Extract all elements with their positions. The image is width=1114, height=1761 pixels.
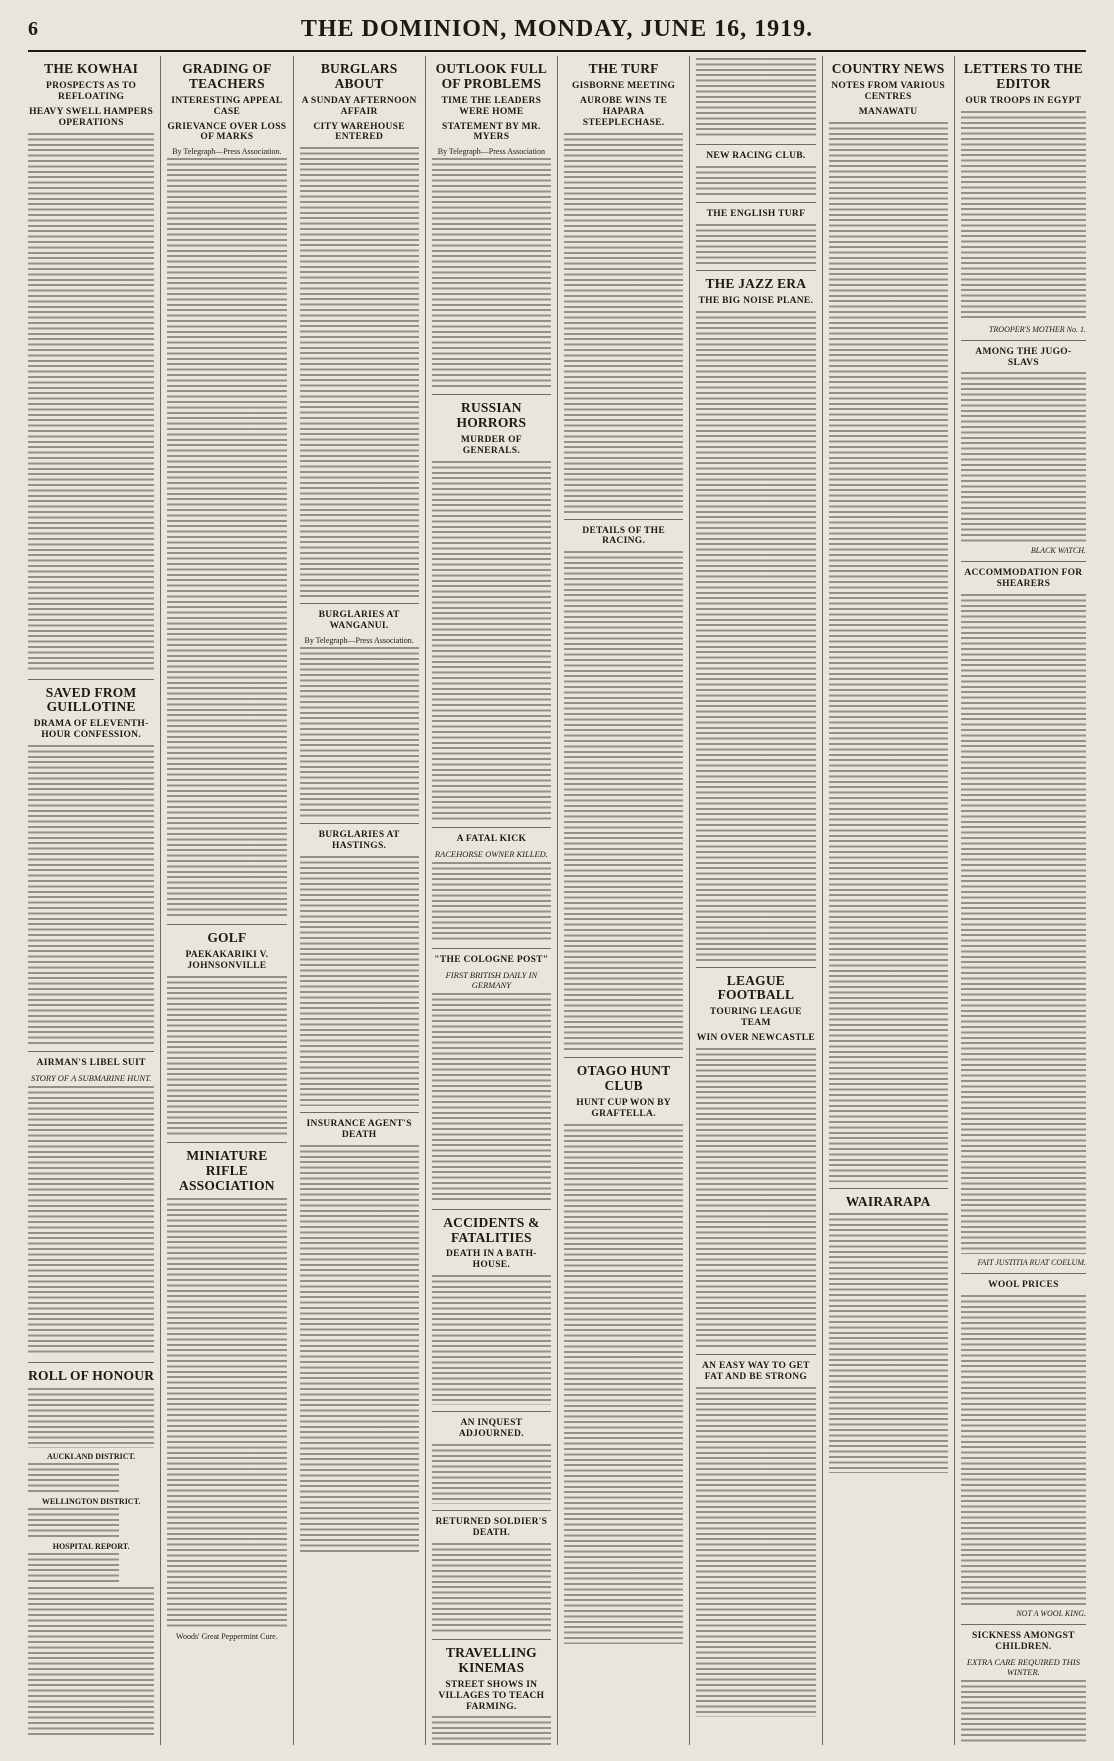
page-number: 6 <box>28 18 38 40</box>
divider <box>300 1112 419 1113</box>
body-text <box>432 1275 551 1405</box>
divider <box>564 1057 683 1058</box>
subheadline-secondary: MANAWATU <box>858 106 918 117</box>
column-5 <box>557 56 689 1745</box>
body-text <box>28 1587 154 1737</box>
divider <box>432 948 551 949</box>
subheadline: "THE COLOGNE POST" <box>434 954 549 965</box>
body-text <box>432 993 551 1203</box>
column-4 <box>425 56 557 1745</box>
subheadline: PROSPECTS AS TO REFLOATING <box>46 80 137 102</box>
article <box>300 62 419 597</box>
body-text <box>696 224 815 264</box>
headline: GRADING OF TEACHERS <box>182 61 272 91</box>
subheadline: THE ENGLISH TURF <box>706 208 806 219</box>
headline: OUTLOOK FULL OF PROBLEMS <box>435 61 548 91</box>
divider <box>432 394 551 395</box>
masthead <box>28 14 1086 52</box>
article <box>28 1051 154 1356</box>
divider <box>432 827 551 828</box>
body-text <box>432 1716 551 1745</box>
subheadline-secondary: GRIEVANCE OVER LOSS OF MARKS <box>167 121 287 143</box>
byline: By Telegraph—Press Association <box>437 147 546 157</box>
signature: NOT A WOOL KING. <box>1016 1609 1086 1619</box>
article <box>432 1510 551 1633</box>
subheadline: SICKNESS AMONGST CHILDREN. <box>972 1631 1075 1653</box>
subheadline: TOURING LEAGUE TEAM <box>709 1007 802 1029</box>
deck: FIRST BRITISH DAILY IN GERMANY <box>445 969 538 990</box>
article <box>300 603 419 817</box>
body-text <box>696 311 815 961</box>
article <box>696 144 815 196</box>
subheadline: INSURANCE AGENT'S DEATH <box>306 1119 412 1140</box>
subheadline-secondary: STATEMENT BY MR. MYERS <box>442 121 541 143</box>
body-text <box>28 1086 154 1356</box>
body-text <box>432 1444 551 1504</box>
advertisement-line: Woods' Great Peppermint Cure. <box>176 1631 278 1641</box>
body-text <box>28 1553 119 1583</box>
headline: WAIRARAPA <box>845 1193 931 1209</box>
headline: GOLF <box>207 930 247 946</box>
headline: SAVED FROM GUILLOTINE <box>45 684 137 715</box>
divider <box>300 823 419 824</box>
article <box>432 948 551 1203</box>
subheadline: GISBORNE MEETING <box>571 80 676 91</box>
headline: THE TURF <box>588 61 659 76</box>
body-text <box>28 1388 154 1448</box>
divider <box>961 561 1086 562</box>
subheadline: INTERESTING APPEAL CASE <box>171 95 283 117</box>
newspaper-title: THE DOMINION, MONDAY, JUNE 16, 1919. <box>300 16 814 42</box>
divider <box>28 1362 154 1363</box>
divider <box>696 270 815 271</box>
article <box>961 340 1086 556</box>
body-text <box>28 745 154 1045</box>
headline: THE JAZZ ERA <box>705 275 807 291</box>
signature: TROOPER'S MOTHER No. 1. <box>988 324 1086 334</box>
article <box>696 967 815 1348</box>
article <box>28 1362 154 1737</box>
divider <box>167 1142 286 1143</box>
headline: LEAGUE FOOTBALL <box>717 972 795 1003</box>
subheadline: A SUNDAY AFTERNOON AFFAIR <box>301 95 417 117</box>
section-label: WELLINGTON DISTRICT. <box>41 1496 141 1506</box>
article <box>432 827 551 942</box>
divider <box>167 924 286 925</box>
subheadline-secondary: CITY WAREHOUSE ENTERED <box>313 121 405 143</box>
body-text <box>961 111 1086 321</box>
body-text <box>300 1145 419 1555</box>
body-text <box>961 1680 1086 1745</box>
divider <box>28 679 154 680</box>
body-text <box>300 147 419 597</box>
article <box>432 62 551 388</box>
body-text <box>167 158 286 918</box>
signature: FAIT JUSTITIA RUAT COELUM. <box>977 1258 1086 1268</box>
divider <box>961 1624 1086 1625</box>
divider <box>696 144 815 145</box>
headline: OTAGO HUNT CLUB <box>576 1063 671 1094</box>
divider <box>696 967 815 968</box>
body-text <box>432 862 551 942</box>
article <box>432 1209 551 1406</box>
headline: TRAVELLING KINEMAS <box>445 1644 537 1675</box>
article <box>300 1112 419 1555</box>
body-text <box>564 1124 683 1644</box>
column-3 <box>293 56 425 1745</box>
article <box>829 62 948 1182</box>
article <box>564 1057 683 1644</box>
divider <box>28 1051 154 1052</box>
subheadline-secondary: HEAVY SWELL HAMPERS OPERATIONS <box>29 106 154 128</box>
body-text <box>28 1463 119 1493</box>
headline: BURGLARS ABOUT <box>320 61 398 91</box>
divider <box>961 1273 1086 1274</box>
subheadline: WOOL PRICES <box>988 1280 1059 1291</box>
body-text <box>961 372 1086 542</box>
section-label: HOSPITAL REPORT. <box>52 1541 130 1551</box>
subheadline: MURDER OF GENERALS. <box>460 435 522 456</box>
body-text <box>167 976 286 1136</box>
article <box>961 561 1086 1267</box>
subheadline: A FATAL KICK <box>456 833 527 844</box>
column-1 <box>28 56 160 1745</box>
deck: EXTRA CARE REQUIRED THIS WINTER. <box>966 1657 1080 1678</box>
article <box>432 1411 551 1504</box>
body-text <box>696 1387 815 1717</box>
body-text <box>961 594 1086 1254</box>
body-text <box>300 856 419 1106</box>
deck: RACEHORSE OWNER KILLED. <box>434 848 548 859</box>
body-text <box>961 1295 1086 1605</box>
subheadline: NOTES FROM VARIOUS CENTRES <box>831 80 946 102</box>
body-text <box>432 158 551 388</box>
body-text <box>696 1048 815 1348</box>
subheadline: DETAILS OF THE RACING. <box>582 525 665 547</box>
headline: RUSSIAN HORRORS <box>456 400 527 431</box>
body-text <box>28 1508 119 1538</box>
subheadline: AN INQUEST ADJOURNED. <box>458 1418 524 1440</box>
subheadline: ACCOMMODATION FOR SHEARERS <box>964 568 1083 590</box>
byline: By Telegraph—Press Association. <box>304 636 414 646</box>
divider <box>432 1411 551 1412</box>
article <box>564 62 683 513</box>
body-text <box>300 647 419 817</box>
divider <box>564 519 683 520</box>
subheadline: NEW RACING CLUB. <box>706 151 806 161</box>
article <box>961 62 1086 334</box>
headline: COUNTRY NEWS <box>831 61 945 76</box>
subheadline: HUNT CUP WON BY GRAFTELLA. <box>576 1098 671 1119</box>
body-text <box>564 133 683 513</box>
article <box>696 202 815 264</box>
article <box>432 1639 551 1745</box>
byline: By Telegraph—Press Association. <box>172 147 282 157</box>
divider <box>432 1510 551 1511</box>
subheadline: DEATH IN A BATH-HOUSE. <box>445 1249 537 1271</box>
article <box>829 1188 948 1474</box>
divider <box>961 340 1086 341</box>
divider <box>696 1354 815 1355</box>
divider <box>696 202 815 203</box>
subheadline: BURGLARIES AT WANGANUI. <box>318 610 400 632</box>
subheadline-secondary: AUROBE WINS TE HAPARA STEEPLECHASE. <box>579 95 668 128</box>
headline: MINIATURE RIFLE ASSOCIATION <box>179 1148 275 1193</box>
article <box>300 823 419 1106</box>
subheadline: DRAMA OF ELEVENTH-HOUR CONFESSION. <box>33 719 149 741</box>
subheadline: OUR TROOPS IN EGYPT <box>965 95 1082 106</box>
signature: BLACK WATCH. <box>1030 546 1086 556</box>
divider <box>432 1639 551 1640</box>
body-text <box>829 122 948 1182</box>
body-text <box>564 551 683 1051</box>
column-7 <box>822 56 954 1745</box>
subheadline: TIME THE LEADERS WERE HOME <box>441 95 542 117</box>
article <box>696 1354 815 1717</box>
article <box>28 62 154 673</box>
article <box>961 1273 1086 1618</box>
subheadline: AN EASY WAY TO GET FAT AND BE STRONG <box>701 1361 810 1382</box>
subheadline: RETURNED SOLDIER'S DEATH. <box>435 1517 548 1539</box>
column-2 <box>160 56 292 1745</box>
subheadline: AIRMAN'S LIBEL SUIT <box>36 1058 146 1069</box>
section-label: AUCKLAND DISTRICT. <box>46 1451 136 1461</box>
subheadline: BURGLARIES AT HASTINGS. <box>318 830 400 852</box>
column-8 <box>954 56 1086 1745</box>
column-6 <box>689 56 821 1745</box>
body-text <box>167 1198 286 1628</box>
body-text <box>432 461 551 821</box>
subheadline: AMONG THE JUGO-SLAVS <box>975 346 1072 368</box>
body-text <box>28 133 154 673</box>
subheadline: PAEKAKARIKI V. JOHNSONVILLE <box>185 950 269 972</box>
headline: ACCIDENTS & FATALITIES <box>443 1214 540 1245</box>
article <box>696 58 815 138</box>
article <box>564 519 683 1052</box>
body-text <box>696 58 815 138</box>
body-text <box>829 1213 948 1473</box>
article <box>432 394 551 821</box>
article <box>961 1624 1086 1745</box>
article <box>167 1142 286 1641</box>
divider <box>432 1209 551 1210</box>
subheadline-secondary: WIN OVER NEWCASTLE <box>696 1033 816 1044</box>
body-text <box>696 166 815 196</box>
subheadline: STREET SHOWS IN VILLAGES TO TEACH FARMING. <box>438 1679 545 1712</box>
deck: STORY OF A SUBMARINE HUNT. <box>30 1072 152 1083</box>
headline: THE KOWHAI <box>44 61 139 76</box>
article <box>696 270 815 961</box>
divider <box>300 603 419 604</box>
subheadline: THE BIG NOISE PLANE. <box>698 295 814 306</box>
headline: LETTERS TO THE EDITOR <box>963 61 1083 91</box>
columns <box>28 56 1086 1745</box>
article <box>167 924 286 1136</box>
divider <box>829 1188 948 1189</box>
article <box>167 62 286 918</box>
body-text <box>432 1543 551 1633</box>
article <box>28 679 154 1046</box>
headline: ROLL OF HONOUR <box>28 1367 155 1383</box>
